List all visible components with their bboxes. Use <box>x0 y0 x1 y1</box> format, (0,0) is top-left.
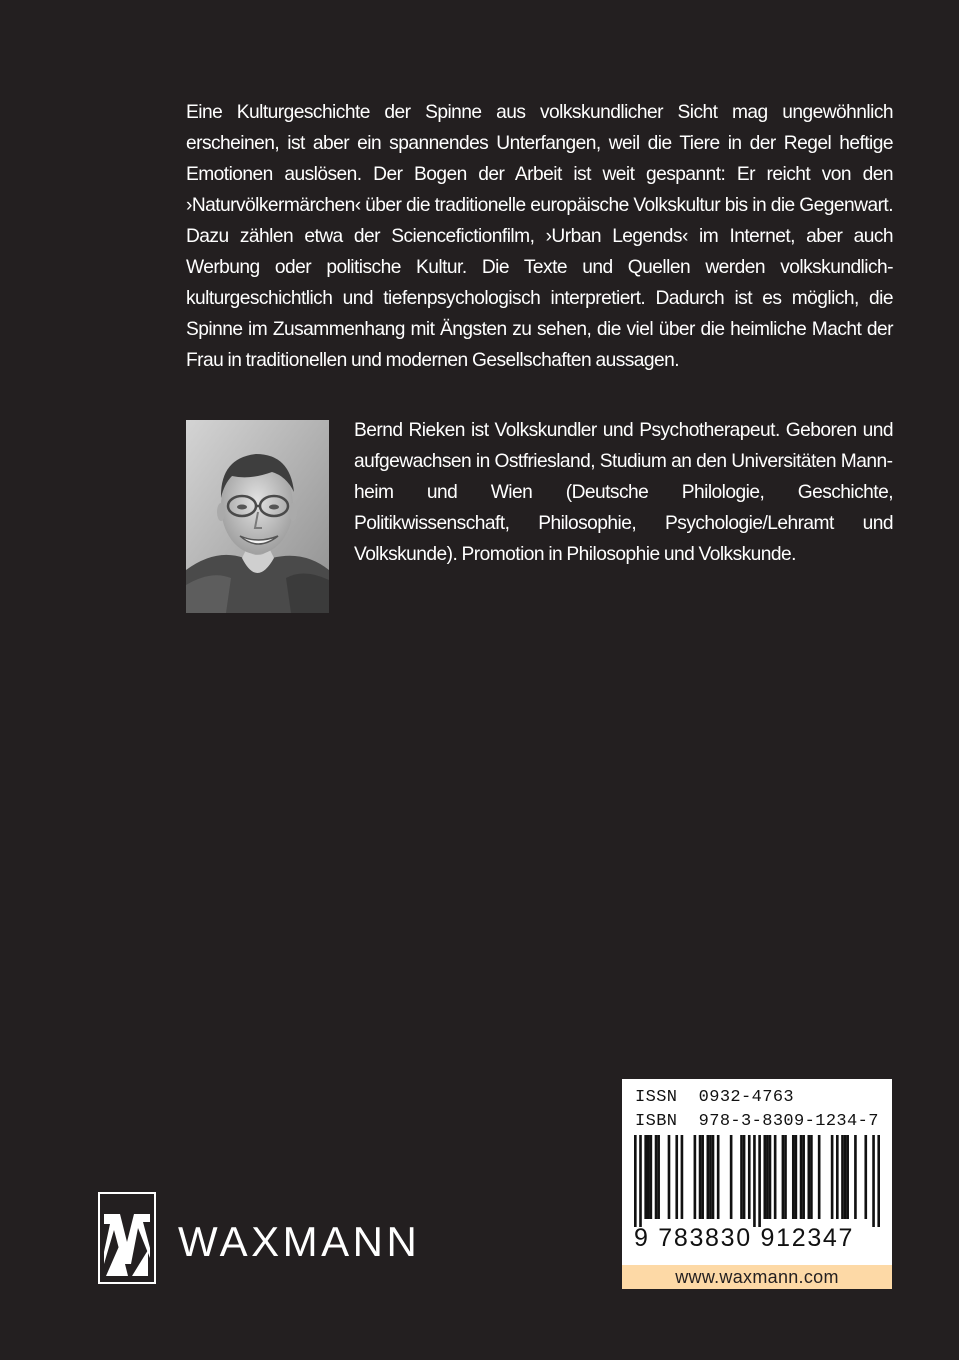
barcode-bar <box>634 1135 637 1227</box>
barcode-bar <box>802 1135 805 1219</box>
barcode-bar <box>774 1135 777 1219</box>
barcode-bar <box>784 1135 787 1219</box>
barcode-bar <box>810 1135 813 1219</box>
barcode-bar <box>792 1135 795 1219</box>
barcode-bar <box>717 1135 720 1219</box>
barcode-bar <box>657 1135 660 1219</box>
barcode-bar <box>644 1135 647 1219</box>
barcode-bar <box>758 1135 761 1227</box>
barcode-bar <box>846 1135 849 1219</box>
barcode-bar <box>831 1135 834 1219</box>
barcode-bar <box>743 1135 746 1219</box>
barcode-bar <box>748 1135 751 1219</box>
issn-label: ISSN 0932-4763 <box>635 1088 795 1107</box>
publisher-website-link[interactable]: www.waxmann.com <box>622 1265 892 1289</box>
barcode-bar <box>836 1135 839 1219</box>
barcode-digits: 9 783830 912347 <box>634 1224 855 1252</box>
barcode-bar <box>647 1135 650 1219</box>
author-photo <box>186 420 329 613</box>
barcode-bar <box>707 1135 710 1219</box>
barcode-icon <box>634 1135 880 1227</box>
barcode-bar <box>877 1135 880 1227</box>
barcode-bar <box>650 1135 653 1219</box>
barcode-bar <box>872 1135 875 1227</box>
barcode-bar <box>753 1135 756 1227</box>
barcode-bar <box>681 1135 684 1219</box>
barcode-bar <box>709 1135 712 1219</box>
barcode-bar <box>701 1135 704 1219</box>
isbn-barcode-panel <box>622 1079 892 1265</box>
barcode-bar <box>694 1135 697 1219</box>
barcode-bar <box>800 1135 803 1219</box>
barcode-bar <box>763 1135 766 1219</box>
barcode-bar <box>740 1135 743 1219</box>
barcode-bar <box>639 1135 642 1227</box>
barcode-bar <box>712 1135 715 1219</box>
barcode-bar <box>841 1135 844 1219</box>
isbn-label: ISBN 978-3-8309-1234-7 <box>635 1112 879 1131</box>
author-bio: Bernd Rieken ist Volkskundler und Psychotherapeut. Geboren und aufgewachsen in Ostfriesland, Studium an den Universitäten Mannheim und Wien (Deutsche Philologie, Geschichte, Politikwissenschaft, Philosophie, Psychologie/Lehramt und Volkskunde). Promotion in Philosophie und Volkskunde. <box>354 420 893 565</box>
barcode-bar <box>675 1135 678 1219</box>
barcode-bar <box>769 1135 772 1219</box>
barcode-bar <box>818 1135 821 1219</box>
barcode-bar <box>854 1135 857 1219</box>
barcode-bar <box>782 1135 785 1219</box>
publisher-name: WAXMANN <box>178 1218 421 1265</box>
barcode-bar <box>864 1135 867 1219</box>
barcode-bar <box>844 1135 847 1219</box>
barcode-bar <box>655 1135 658 1219</box>
waxmann-logo-icon <box>98 1192 156 1284</box>
barcode-bar <box>766 1135 769 1219</box>
barcode-bar <box>807 1135 810 1219</box>
back-cover-blurb: Eine Kulturgeschichte der Spinne aus volkskundlicher Sicht mag ungewöhnlich erscheinen, ist aber ein spannendes Unterfangen, weil die Tiere in der Regel heftige Emotionen auslösen. Der Bogen der Arbeit ist weit gespannt: Er reicht von den ›Naturvölkermärchen‹ über die traditionelle europäische Volkskultur bis in die Gegenwart. Dazu zählen etwa der Sciencefictionfilm, ›Urban Legends‹ im Internet, aber auch Werbung oder politische Kultur. Die Texte und Quellen werden volkskundlich-kulturgeschichtlich und tiefenpsychologisch interpretiert. Dadurch ist es möglich, die Spinne im Zusammenhang mit Ängsten zu sehen, die viel über die heimliche Macht der Frau in traditionellen und modernen Gesellschaften aussagen. <box>186 102 893 371</box>
barcode-bar <box>795 1135 798 1219</box>
barcode-bar <box>668 1135 671 1219</box>
barcode-bar <box>699 1135 702 1219</box>
barcode-bar <box>730 1135 733 1219</box>
